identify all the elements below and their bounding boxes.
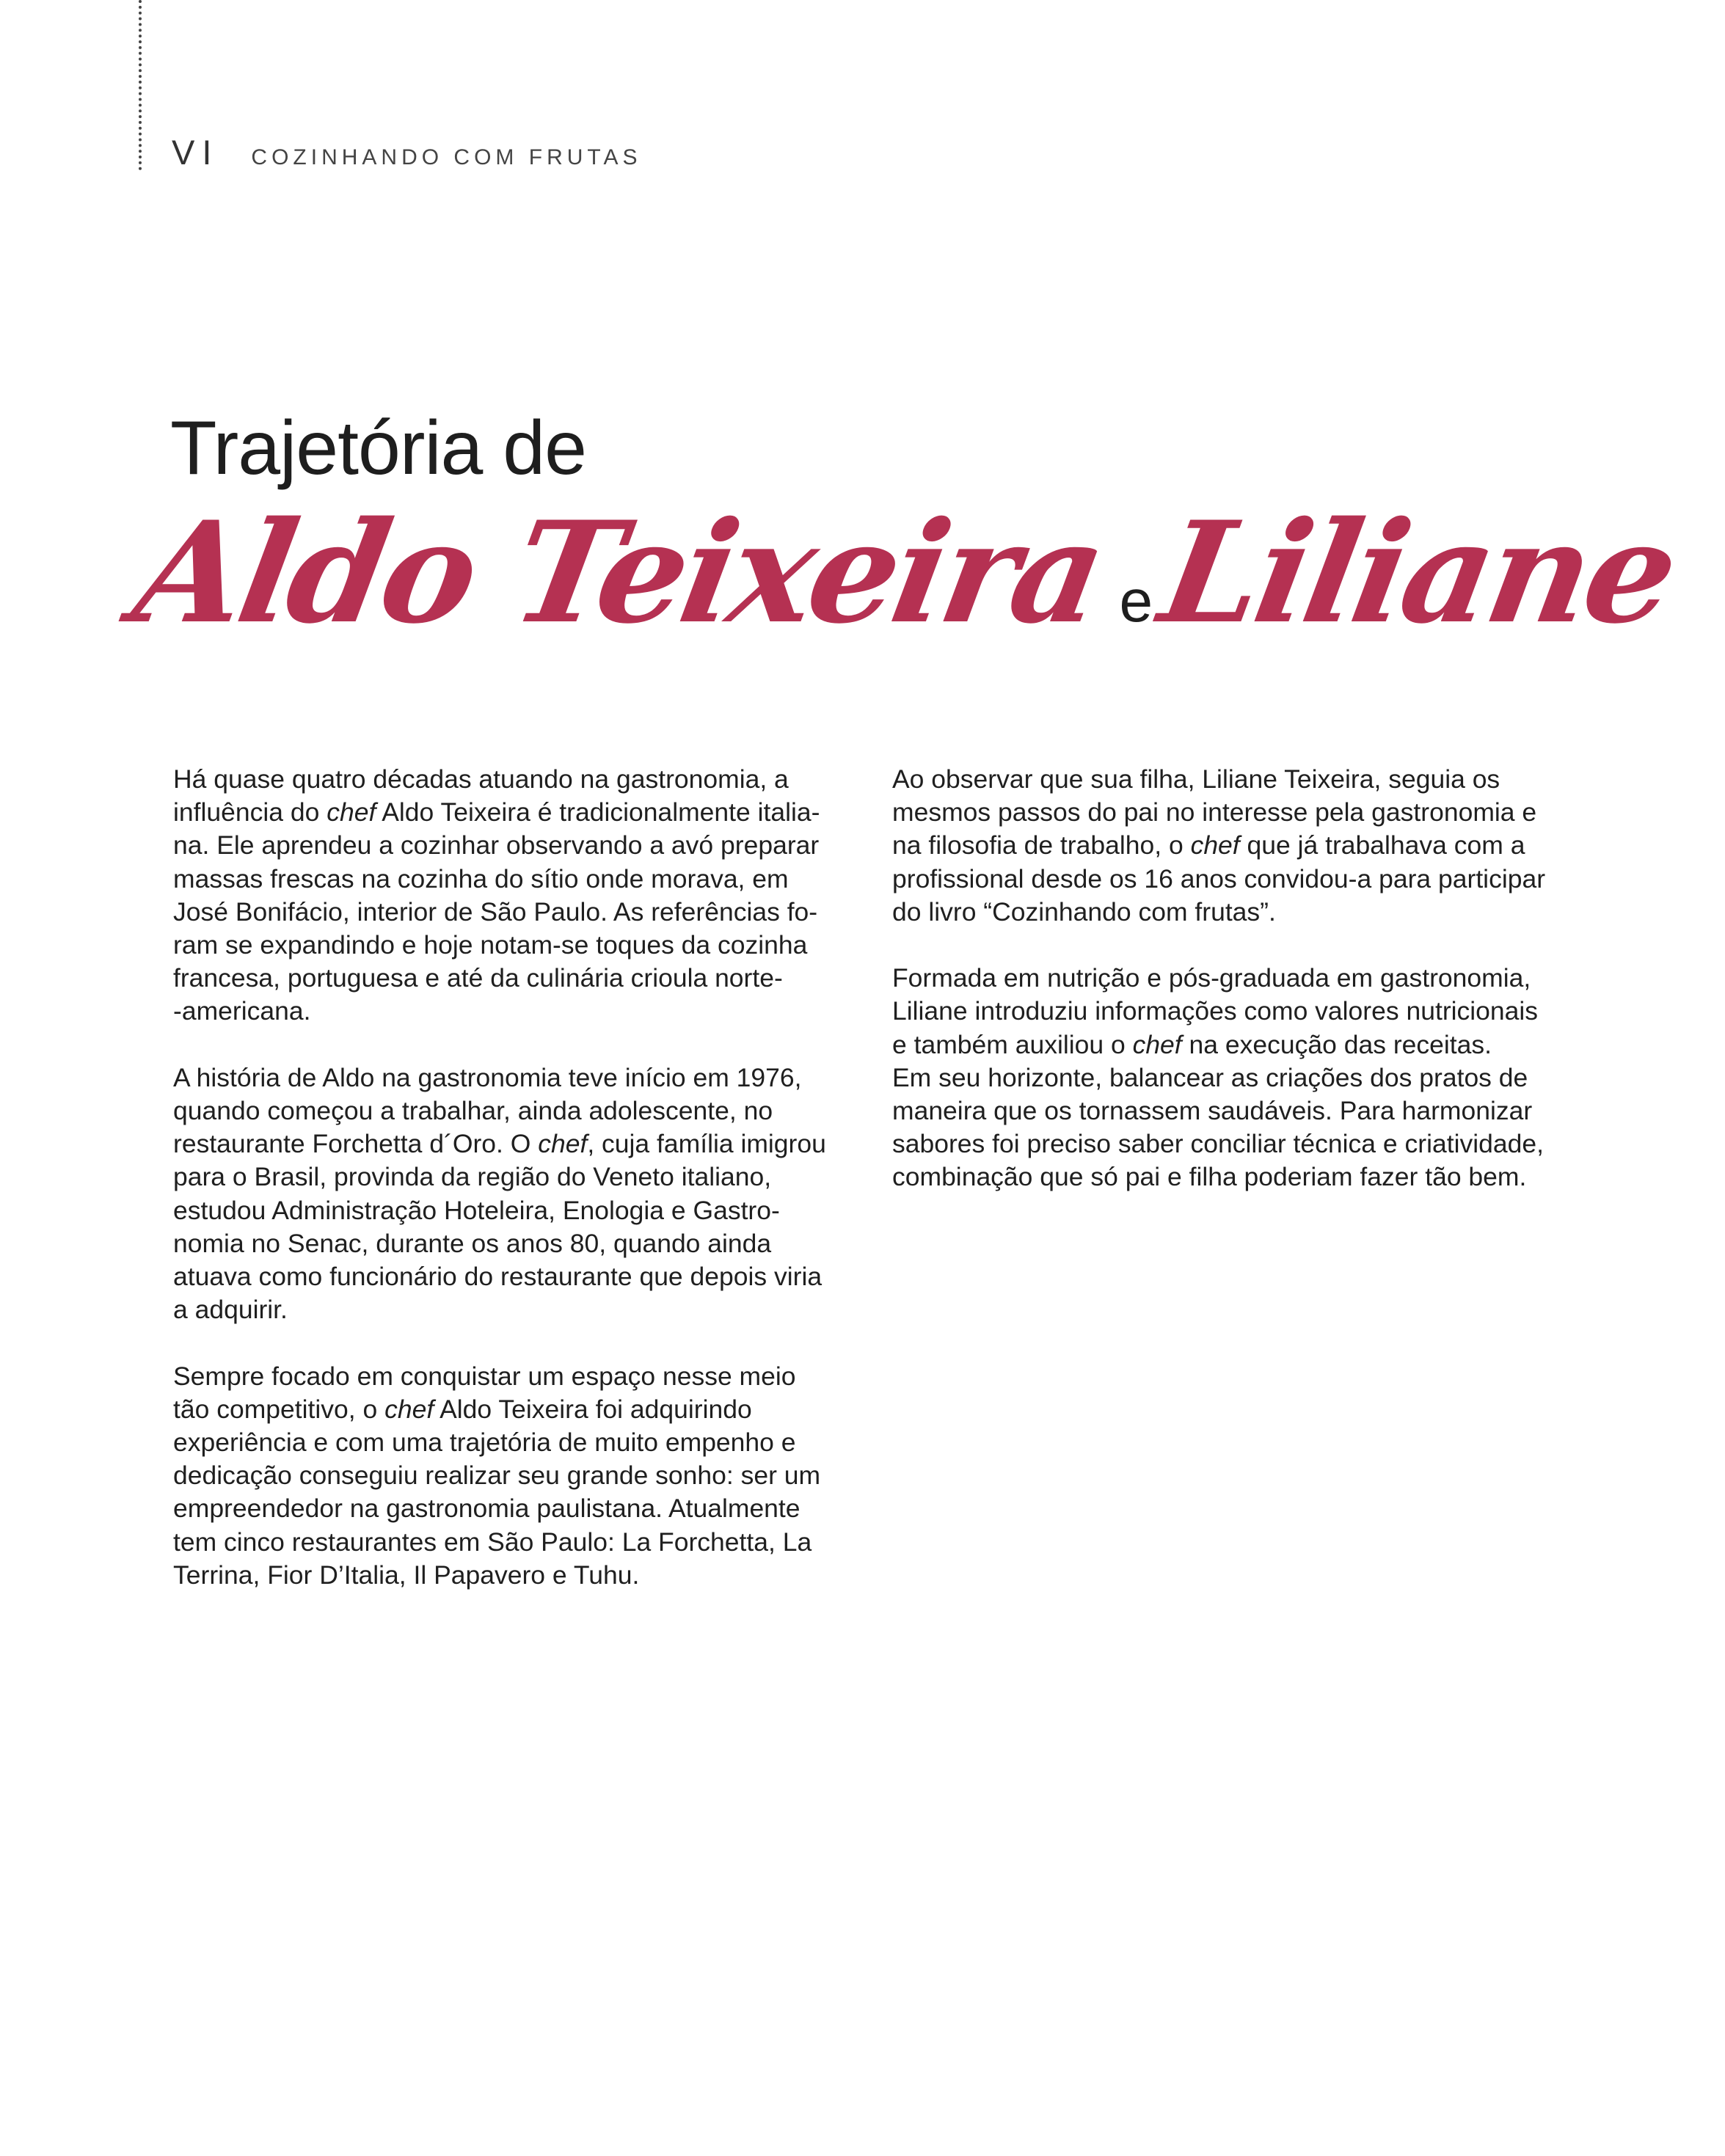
title-conjunction: e (1119, 568, 1153, 635)
text-line: José Bonifácio, interior de São Paulo. As referências fo- (173, 896, 818, 927)
text-line: Em seu horizonte, balancear as criações dos pratos de (892, 1062, 1528, 1092)
text-line: combinação que só pai e filha poderiam fazer tão bem. (892, 1162, 1527, 1192)
italic-term: chef (538, 1129, 588, 1159)
left-paragraph-1 (173, 763, 848, 1028)
text-line: do livro “Cozinhando com frutas”. (892, 896, 1276, 927)
text-line: experiência e com uma trajetória de muito empenho e (173, 1428, 796, 1458)
text-line: ram se expandindo e hoje notam-se toques da cozinha (173, 930, 808, 960)
text-line (173, 1393, 848, 1426)
text-line: mesmos passos do pai no interesse pela gastronomia e (892, 797, 1537, 827)
text-line: tem cinco restaurantes em São Paulo: La Forchetta, La (173, 1527, 812, 1557)
text-line: massas frescas na cozinha do sítio onde morava, em (173, 863, 789, 894)
text-segment: na filosofia de trabalho, o (892, 830, 1191, 860)
text-segment: Aldo Teixeira foi adquirindo (434, 1394, 752, 1424)
text-line: Formada em nutrição e pós-graduada em gastronomia, (892, 963, 1531, 993)
left-paragraph-2 (173, 1061, 848, 1327)
title-name-aldo-teixeira: Aldo Teixeira (123, 491, 1114, 654)
text-line: profissional desde os 16 anos convidou-a para participar (892, 863, 1546, 894)
text-line: atuava como funcionário do restaurante que depois viria (173, 1262, 823, 1292)
title-line-1: Trajetória de (170, 406, 586, 491)
text-segment: Aldo Teixeira é tradicionalmente italia- (376, 797, 820, 827)
text-line: A história de Aldo na gastronomia teve início em 1976, (173, 1062, 802, 1092)
text-segment: influência do (173, 797, 327, 827)
text-line: estudou Administração Hoteleira, Enologia e Gastro- (173, 1195, 780, 1225)
title-line-2 (123, 491, 1686, 654)
text-line: Sempre focado em conquistar um espaço nesse meio (173, 1361, 796, 1391)
italic-term: chef (1190, 830, 1240, 860)
page-number: VI (172, 133, 219, 172)
text-segment: , cuja família imigrou (587, 1129, 826, 1159)
text-line: -americana. (173, 996, 311, 1026)
right-paragraph-1 (892, 763, 1582, 929)
text-line: maneira que os tornassem saudáveis. Para harmonizar (892, 1096, 1533, 1126)
text-line: na. Ele aprendeu a cozinhar observando a avó preparar (173, 830, 820, 860)
text-line: nomia no Senac, durante os anos 80, quando ainda (173, 1228, 772, 1258)
text-line (173, 796, 848, 829)
text-segment: e também auxiliou o (892, 1029, 1133, 1059)
left-column (173, 763, 848, 1592)
text-line (892, 829, 1582, 862)
text-line: empreendedor na gastronomia paulistana. Atualmente (173, 1494, 800, 1524)
text-segment: que já trabalhava com a (1239, 830, 1525, 860)
text-segment: na execução das receitas. (1181, 1029, 1492, 1059)
text-segment: restaurante Forchetta d´Oro. O (173, 1129, 539, 1159)
text-line: dedicação conseguiu realizar seu grande sonho: ser um (173, 1461, 821, 1491)
text-line: quando começou a trabalhar, ainda adolescente, no (173, 1096, 773, 1126)
text-line: Há quase quatro décadas atuando na gastronomia, a (173, 764, 789, 794)
text-line (892, 1028, 1582, 1061)
text-line: Terrina, Fior D’Italia, Il Papavero e Tuhu. (173, 1560, 640, 1590)
running-header (172, 132, 642, 172)
text-line: Ao observar que sua filha, Liliane Teixeira, seguia os (892, 764, 1500, 794)
dotted-margin-rule (139, 0, 142, 170)
book-title: COZINHANDO COM FRUTAS (251, 145, 642, 169)
text-line: sabores foi preciso saber conciliar técnica e criatividade, (892, 1129, 1544, 1159)
italic-term: chef (384, 1394, 434, 1424)
title-name-liliane: Liliane (1150, 491, 1686, 654)
italic-term: chef (1132, 1029, 1182, 1059)
text-line: francesa, portuguesa e até da culinária crioula norte- (173, 963, 783, 993)
text-line: para o Brasil, provinda da região do Veneto italiano, (173, 1162, 772, 1192)
text-line: Liliane introduziu informações como valores nutricionais (892, 996, 1539, 1026)
text-line: a adquirir. (173, 1295, 288, 1325)
text-segment: tão competitivo, o (173, 1394, 385, 1424)
italic-term: chef (327, 797, 376, 827)
right-column (892, 763, 1582, 1194)
text-line (173, 1128, 848, 1161)
right-paragraph-2 (892, 962, 1582, 1194)
left-paragraph-3 (173, 1360, 848, 1592)
